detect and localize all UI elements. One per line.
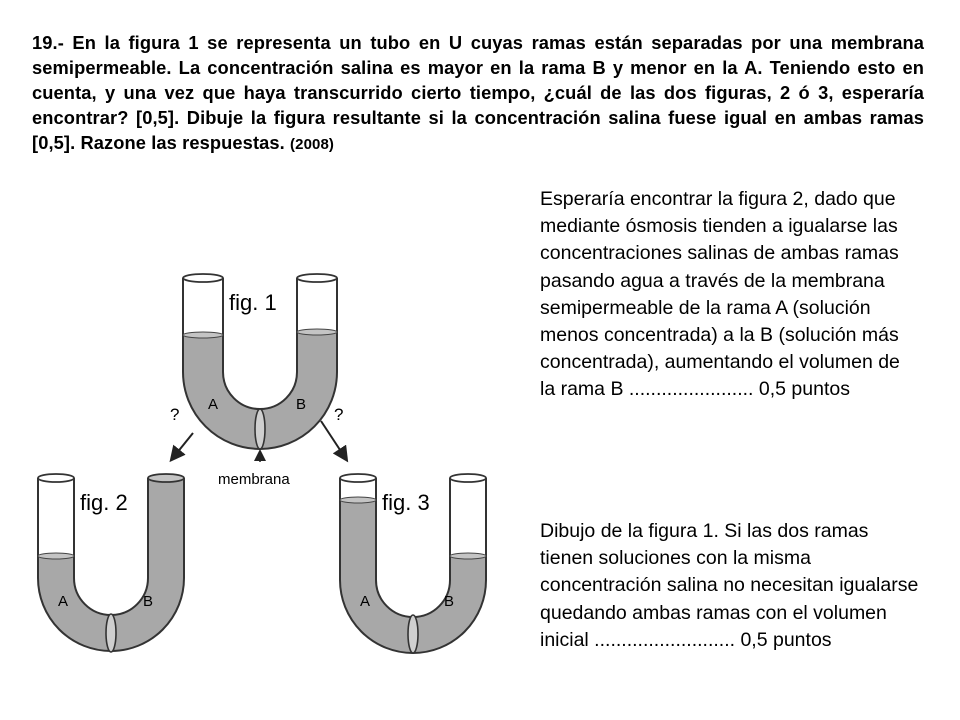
membrane-label: membrana	[218, 471, 290, 488]
fig1-left-opening	[183, 274, 223, 282]
fig2-left-meniscus	[38, 553, 74, 559]
arrow-to-fig2	[172, 433, 193, 459]
fig3-membrane	[408, 615, 418, 653]
figure-1	[183, 274, 337, 449]
fig2-branch-b: B	[143, 593, 154, 610]
fig3-branch-b: B	[444, 593, 455, 610]
fig3-label: fig. 3	[382, 490, 430, 515]
question-mark-right: ?	[334, 405, 344, 424]
answer-paragraph-1: Esperaría encontrar la figura 2, dado que mediante ósmosis tienden a igualarse las concentraciones salinas de ambas ramas pasando agua a través de la membrana semipermeable de la rama A (solución menos concentrada) a la B (solución más concentrada), aumentando el volumen de la rama B ....................... 0,5 puntos	[540, 188, 900, 401]
fig3-right-opening	[450, 474, 486, 482]
answer-paragraph-2: Dibujo de la figura 1. Si las dos ramas tienen soluciones con la misma concentración salina no necesitan igualarse quedando ambas ramas con el volumen inicial .......................... 0,5 puntos	[540, 520, 919, 651]
question-year: (2008)	[290, 136, 335, 153]
fig2-branch-a: A	[58, 593, 69, 610]
fig3-left-opening	[340, 474, 376, 482]
fig2-membrane	[106, 614, 116, 652]
fig3-left-meniscus	[340, 497, 376, 503]
fig1-label: fig. 1	[229, 290, 277, 315]
question-mark-left: ?	[170, 405, 180, 424]
fig1-right-meniscus	[297, 329, 337, 335]
fig3-right-meniscus	[450, 553, 486, 559]
fig1-left-meniscus	[183, 332, 223, 338]
fig2-label: fig. 2	[80, 490, 128, 515]
fig2-right-opening	[148, 474, 184, 482]
fig1-branch-b: B	[296, 396, 307, 413]
question-body: 19.- En la figura 1 se representa un tubo en U cuyas ramas están separadas por una membrana semipermeable. La concentración salina es mayor en la rama B y menor en la A. Teniendo esto en cuenta, y una vez que haya transcurrido cierto tiempo, ¿cuál de las dos figuras, 2 ó 3, esperaría encontrar? [0,5]. Dibuje la figura resultante si la concentración salina fuese igual en ambas ramas [0,5]. Razone las respuestas.	[32, 32, 924, 153]
fig1-membrane	[255, 409, 265, 449]
fig1-branch-a: A	[208, 396, 219, 413]
figure-2	[38, 474, 184, 652]
fig3-branch-a: A	[360, 593, 371, 610]
fig2-left-opening	[38, 474, 74, 482]
figure-3	[340, 474, 486, 653]
fig1-right-opening	[297, 274, 337, 282]
arrow-to-fig3	[321, 421, 346, 459]
